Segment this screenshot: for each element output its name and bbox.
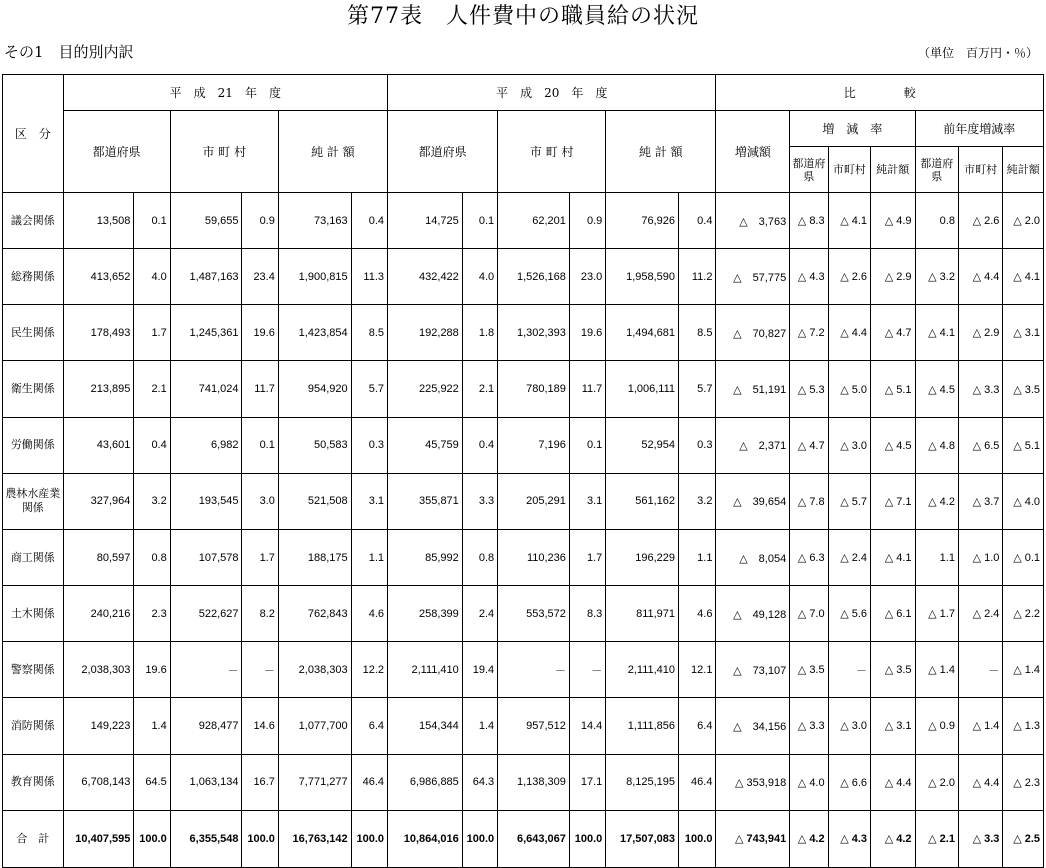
cell-rm: － [828, 642, 870, 698]
cell-pj: △ 1.4 [1003, 642, 1044, 698]
cell-ms20: 14.4 [569, 698, 605, 754]
cell-m20: 553,572 [498, 586, 570, 642]
cell-j20: 1,006,111 [606, 361, 679, 417]
cell-j20: 811,971 [606, 586, 679, 642]
cell-s21: 1.4 [134, 698, 170, 754]
cell-ms20: 23.0 [569, 249, 605, 305]
row-label: 農林水産業関係 [3, 473, 64, 529]
cell-js20: 100.0 [679, 810, 716, 867]
cell-rp: △ 6.3 [790, 529, 828, 585]
cell-s21: 0.8 [134, 529, 170, 585]
fy20-municipal-header: 市 町 村 [498, 111, 606, 193]
table-row [3, 417, 1044, 473]
cell-rm: △ 5.0 [828, 361, 870, 417]
fy21-header: 平 成 21 年 度 [63, 75, 387, 111]
cell-ms21: 1.7 [242, 529, 278, 585]
cell-ms21: 8.2 [242, 586, 278, 642]
change-rate-header: 増 減 率 [790, 111, 915, 147]
cell-rj: △ 4.5 [871, 417, 915, 473]
cell-ms20: 17.1 [569, 754, 605, 810]
cell-m20: 7,196 [498, 417, 570, 473]
cell-p20: 14,725 [388, 193, 463, 249]
cell-js20: 5.7 [679, 361, 716, 417]
cell-s20: 1.4 [462, 698, 497, 754]
fy20-net-header: 純 計 額 [606, 111, 716, 193]
cell-pp: △ 3.2 [915, 249, 958, 305]
cell-p21: 413,652 [63, 249, 134, 305]
cell-s20: 19.4 [462, 642, 497, 698]
cell-p21: 13,508 [63, 193, 134, 249]
cell-j20: 8,125,195 [606, 754, 679, 810]
cell-js21: 46.4 [351, 754, 387, 810]
cell-ms21: － [242, 642, 278, 698]
cell-rj: △ 4.7 [871, 305, 915, 361]
cell-s20: 2.4 [462, 586, 497, 642]
cell-j21: 954,920 [278, 361, 351, 417]
rate-net-header: 純計額 [871, 147, 915, 193]
cell-rj: △ 2.9 [871, 249, 915, 305]
cell-diff: △ 57,775 [716, 249, 790, 305]
prev-rate-net-header: 純計額 [1003, 147, 1044, 193]
cell-m20: 205,291 [498, 473, 570, 529]
cell-s21: 2.1 [134, 361, 170, 417]
table-row [3, 305, 1044, 361]
cell-j21: 1,077,700 [278, 698, 351, 754]
table-row [3, 586, 1044, 642]
cell-j21: 16,763,142 [278, 810, 351, 867]
total-row [3, 810, 1044, 867]
cell-s21: 19.6 [134, 642, 170, 698]
cell-rm: △ 4.3 [828, 810, 870, 867]
cell-j20: 2,111,410 [606, 642, 679, 698]
cell-pj: △ 0.1 [1003, 529, 1044, 585]
cell-p21: 327,964 [63, 473, 134, 529]
cell-rj: △ 6.1 [871, 586, 915, 642]
table-row [3, 361, 1044, 417]
cell-s20: 1.8 [462, 305, 497, 361]
fy20-header: 平 成 20 年 度 [388, 75, 716, 111]
cell-m21: 1,487,163 [170, 249, 242, 305]
cell-rp: △ 4.3 [790, 249, 828, 305]
table-row [3, 193, 1044, 249]
cell-s20: 2.1 [462, 361, 497, 417]
cell-s21: 1.7 [134, 305, 170, 361]
cell-m21: 193,545 [170, 473, 242, 529]
cell-p20: 2,111,410 [388, 642, 463, 698]
cell-p21: 43,601 [63, 417, 134, 473]
cell-j20: 1,494,681 [606, 305, 679, 361]
cell-s20: 100.0 [462, 810, 497, 867]
cell-rm: △ 4.1 [828, 193, 870, 249]
cell-m21: 741,024 [170, 361, 242, 417]
cell-rj: △ 4.1 [871, 529, 915, 585]
cell-p20: 154,344 [388, 698, 463, 754]
row-label: 総務関係 [3, 249, 64, 305]
cell-m21: 107,578 [170, 529, 242, 585]
cell-pp: △ 1.7 [915, 586, 958, 642]
cell-ms21: 11.7 [242, 361, 278, 417]
cell-p20: 192,288 [388, 305, 463, 361]
cell-s20: 0.4 [462, 417, 497, 473]
row-label: 商工関係 [3, 529, 64, 585]
cell-ms20: 0.9 [569, 193, 605, 249]
cell-ms21: 19.6 [242, 305, 278, 361]
cell-rm: △ 2.6 [828, 249, 870, 305]
cell-pm: △ 1.4 [958, 698, 1002, 754]
cell-rj: △ 4.9 [871, 193, 915, 249]
cell-p21: 10,407,595 [63, 810, 134, 867]
cell-pm: － [958, 642, 1002, 698]
cell-ms20: 100.0 [569, 810, 605, 867]
cell-j20: 52,954 [606, 417, 679, 473]
cell-pp: △ 0.9 [915, 698, 958, 754]
cell-s21: 100.0 [134, 810, 170, 867]
cell-pm: △ 6.5 [958, 417, 1002, 473]
cell-pm: △ 4.4 [958, 249, 1002, 305]
cell-rj: △ 4.4 [871, 754, 915, 810]
cell-s21: 0.4 [134, 417, 170, 473]
cell-js21: 11.3 [351, 249, 387, 305]
cell-js21: 5.7 [351, 361, 387, 417]
cell-pj: △ 4.0 [1003, 473, 1044, 529]
cell-m21: － [170, 642, 242, 698]
cell-diff: △ 8,054 [716, 529, 790, 585]
cell-ms21: 23.4 [242, 249, 278, 305]
cell-pj: △ 2.5 [1003, 810, 1044, 867]
table-row [3, 642, 1044, 698]
cell-pj: △ 2.3 [1003, 754, 1044, 810]
cell-js21: 100.0 [351, 810, 387, 867]
table-row [3, 529, 1044, 585]
cell-rp: △ 3.3 [790, 698, 828, 754]
table-row [3, 754, 1044, 810]
cell-rp: △ 7.0 [790, 586, 828, 642]
cell-rm: △ 6.6 [828, 754, 870, 810]
cell-j21: 521,508 [278, 473, 351, 529]
cell-js20: 1.1 [679, 529, 716, 585]
cell-js21: 6.4 [351, 698, 387, 754]
cell-rj: △ 5.1 [871, 361, 915, 417]
cell-s20: 0.1 [462, 193, 497, 249]
cell-ms20: － [569, 642, 605, 698]
cell-js20: 0.3 [679, 417, 716, 473]
cell-ms20: 3.1 [569, 473, 605, 529]
cell-s21: 64.5 [134, 754, 170, 810]
cell-pm: △ 1.0 [958, 529, 1002, 585]
cell-rp: △ 4.0 [790, 754, 828, 810]
prev-rate-prefecture-header: 都道府県 [915, 147, 958, 193]
cell-diff: △ 70,827 [716, 305, 790, 361]
table-subtitle: その1 目的別内訳 [4, 43, 134, 61]
cell-j21: 2,038,303 [278, 642, 351, 698]
cell-p21: 213,895 [63, 361, 134, 417]
cell-js20: 12.1 [679, 642, 716, 698]
cell-p20: 45,759 [388, 417, 463, 473]
cell-m21: 59,655 [170, 193, 242, 249]
cell-pm: △ 3.3 [958, 361, 1002, 417]
cell-pj: △ 1.3 [1003, 698, 1044, 754]
cell-j20: 76,926 [606, 193, 679, 249]
cell-pm: △ 4.4 [958, 754, 1002, 810]
change-amount-header: 増減額 [716, 111, 790, 193]
cell-rm: △ 3.0 [828, 698, 870, 754]
cell-diff: △ 2,371 [716, 417, 790, 473]
cell-p20: 355,871 [388, 473, 463, 529]
page-title: 第77表 人件費中の職員給の状況 [347, 4, 699, 29]
cell-p20: 85,992 [388, 529, 463, 585]
table-row [3, 473, 1044, 529]
cell-m20: 780,189 [498, 361, 570, 417]
cell-pp: △ 2.1 [915, 810, 958, 867]
cell-pm: △ 2.9 [958, 305, 1002, 361]
cell-rp: △ 5.3 [790, 361, 828, 417]
cell-s20: 4.0 [462, 249, 497, 305]
cell-p20: 258,399 [388, 586, 463, 642]
table-row [3, 698, 1044, 754]
cell-s21: 0.1 [134, 193, 170, 249]
cell-j20: 561,162 [606, 473, 679, 529]
cell-j21: 762,843 [278, 586, 351, 642]
cell-ms20: 19.6 [569, 305, 605, 361]
cell-j21: 1,423,854 [278, 305, 351, 361]
cell-rj: △ 3.5 [871, 642, 915, 698]
fy21-prefecture-header: 都道府県 [63, 111, 170, 193]
cell-p21: 240,216 [63, 586, 134, 642]
fy21-net-header: 純 計 額 [278, 111, 387, 193]
cell-js20: 4.6 [679, 586, 716, 642]
cell-pp: △ 4.5 [915, 361, 958, 417]
cell-diff: △ 49,128 [716, 586, 790, 642]
fy20-prefecture-header: 都道府県 [388, 111, 498, 193]
cell-rj: △ 4.2 [871, 810, 915, 867]
cell-m20: － [498, 642, 570, 698]
cell-rp: △ 3.5 [790, 642, 828, 698]
prev-rate-municipal-header: 市町村 [958, 147, 1002, 193]
cell-rm: △ 4.4 [828, 305, 870, 361]
cell-rm: △ 3.0 [828, 417, 870, 473]
cell-p21: 178,493 [63, 305, 134, 361]
cell-js20: 8.5 [679, 305, 716, 361]
cell-pj: △ 2.2 [1003, 586, 1044, 642]
cell-m21: 928,477 [170, 698, 242, 754]
cell-ms21: 0.1 [242, 417, 278, 473]
cell-pj: △ 4.1 [1003, 249, 1044, 305]
cell-ms20: 11.7 [569, 361, 605, 417]
cell-m21: 1,063,134 [170, 754, 242, 810]
cell-s21: 3.2 [134, 473, 170, 529]
cell-js21: 0.4 [351, 193, 387, 249]
cell-j20: 196,229 [606, 529, 679, 585]
cell-pm: △ 2.4 [958, 586, 1002, 642]
cell-pp: △ 4.1 [915, 305, 958, 361]
row-label: 議会関係 [3, 193, 64, 249]
cell-pp: △ 2.0 [915, 754, 958, 810]
row-label: 警察関係 [3, 642, 64, 698]
cell-rj: △ 7.1 [871, 473, 915, 529]
cell-s21: 4.0 [134, 249, 170, 305]
cell-ms21: 0.9 [242, 193, 278, 249]
cell-j20: 1,111,856 [606, 698, 679, 754]
cell-pj: △ 2.0 [1003, 193, 1044, 249]
cell-ms21: 100.0 [242, 810, 278, 867]
cell-js20: 46.4 [679, 754, 716, 810]
cell-diff: △ 353,918 [716, 754, 790, 810]
cell-rp: △ 4.7 [790, 417, 828, 473]
cell-pp: 0.8 [915, 193, 958, 249]
rate-municipal-header: 市町村 [828, 147, 870, 193]
cell-p21: 6,708,143 [63, 754, 134, 810]
cell-p21: 80,597 [63, 529, 134, 585]
row-label: 教育関係 [3, 754, 64, 810]
cell-rm: △ 2.4 [828, 529, 870, 585]
cell-pm: △ 3.3 [958, 810, 1002, 867]
cell-js21: 0.3 [351, 417, 387, 473]
cell-ms20: 8.3 [569, 586, 605, 642]
cell-ms20: 0.1 [569, 417, 605, 473]
unit-label: （単位 百万円・％） [917, 46, 1038, 60]
cell-m21: 6,982 [170, 417, 242, 473]
cell-p20: 225,922 [388, 361, 463, 417]
cell-rp: △ 8.3 [790, 193, 828, 249]
cell-diff: △ 3,763 [716, 193, 790, 249]
cell-diff: △ 743,941 [716, 810, 790, 867]
cell-pj: △ 3.1 [1003, 305, 1044, 361]
cell-js21: 4.6 [351, 586, 387, 642]
fy21-municipal-header: 市 町 村 [170, 111, 278, 193]
cell-js20: 3.2 [679, 473, 716, 529]
cell-js21: 1.1 [351, 529, 387, 585]
cell-rp: △ 4.2 [790, 810, 828, 867]
cell-s21: 2.3 [134, 586, 170, 642]
cell-m20: 1,138,309 [498, 754, 570, 810]
prev-change-rate-header: 前年度増減率 [915, 111, 1044, 147]
cell-p21: 149,223 [63, 698, 134, 754]
cell-js20: 6.4 [679, 698, 716, 754]
cell-pj: △ 5.1 [1003, 417, 1044, 473]
cell-diff: △ 73,107 [716, 642, 790, 698]
cell-m21: 1,245,361 [170, 305, 242, 361]
cell-p20: 10,864,016 [388, 810, 463, 867]
cell-j20: 1,958,590 [606, 249, 679, 305]
cell-js20: 0.4 [679, 193, 716, 249]
cell-j21: 73,163 [278, 193, 351, 249]
cell-ms21: 16.7 [242, 754, 278, 810]
cell-m20: 110,236 [498, 529, 570, 585]
cell-rp: △ 7.8 [790, 473, 828, 529]
cell-m20: 62,201 [498, 193, 570, 249]
cell-j21: 7,771,277 [278, 754, 351, 810]
cell-j21: 1,900,815 [278, 249, 351, 305]
cell-m20: 1,302,393 [498, 305, 570, 361]
row-label: 消防関係 [3, 698, 64, 754]
cell-pm: △ 3.7 [958, 473, 1002, 529]
cell-rm: △ 5.7 [828, 473, 870, 529]
cell-rp: △ 7.2 [790, 305, 828, 361]
cell-j21: 188,175 [278, 529, 351, 585]
cell-m21: 6,355,548 [170, 810, 242, 867]
cell-diff: △ 34,156 [716, 698, 790, 754]
cell-m20: 6,643,067 [498, 810, 570, 867]
cell-pj: △ 3.5 [1003, 361, 1044, 417]
rate-prefecture-header: 都道府県 [790, 147, 828, 193]
comparison-header: 比 較 [716, 75, 1044, 111]
cell-s20: 0.8 [462, 529, 497, 585]
row-label: 合 計 [3, 810, 64, 867]
cell-js20: 11.2 [679, 249, 716, 305]
cell-s20: 3.3 [462, 473, 497, 529]
cell-ms20: 1.7 [569, 529, 605, 585]
cell-ms21: 3.0 [242, 473, 278, 529]
cell-p21: 2,038,303 [63, 642, 134, 698]
cell-pm: △ 2.6 [958, 193, 1002, 249]
row-label: 民生関係 [3, 305, 64, 361]
cell-j20: 17,507,083 [606, 810, 679, 867]
row-label: 衛生関係 [3, 361, 64, 417]
cell-j21: 50,583 [278, 417, 351, 473]
cell-diff: △ 39,654 [716, 473, 790, 529]
cell-ms21: 14.6 [242, 698, 278, 754]
cell-js21: 8.5 [351, 305, 387, 361]
cell-p20: 6,986,885 [388, 754, 463, 810]
cell-pp: △ 4.2 [915, 473, 958, 529]
cell-diff: △ 51,191 [716, 361, 790, 417]
cell-js21: 3.1 [351, 473, 387, 529]
cell-m21: 522,627 [170, 586, 242, 642]
cell-rj: △ 3.1 [871, 698, 915, 754]
staff-salary-table [2, 74, 1044, 868]
row-label: 土木関係 [3, 586, 64, 642]
cell-m20: 957,512 [498, 698, 570, 754]
cell-p20: 432,422 [388, 249, 463, 305]
kubun-header: 区 分 [3, 75, 64, 193]
cell-pp: △ 1.4 [915, 642, 958, 698]
cell-js21: 12.2 [351, 642, 387, 698]
row-label: 労働関係 [3, 417, 64, 473]
cell-rm: △ 5.6 [828, 586, 870, 642]
cell-pp: △ 4.8 [915, 417, 958, 473]
cell-pp: 1.1 [915, 529, 958, 585]
cell-m20: 1,526,168 [498, 249, 570, 305]
cell-s20: 64.3 [462, 754, 497, 810]
table-row [3, 249, 1044, 305]
